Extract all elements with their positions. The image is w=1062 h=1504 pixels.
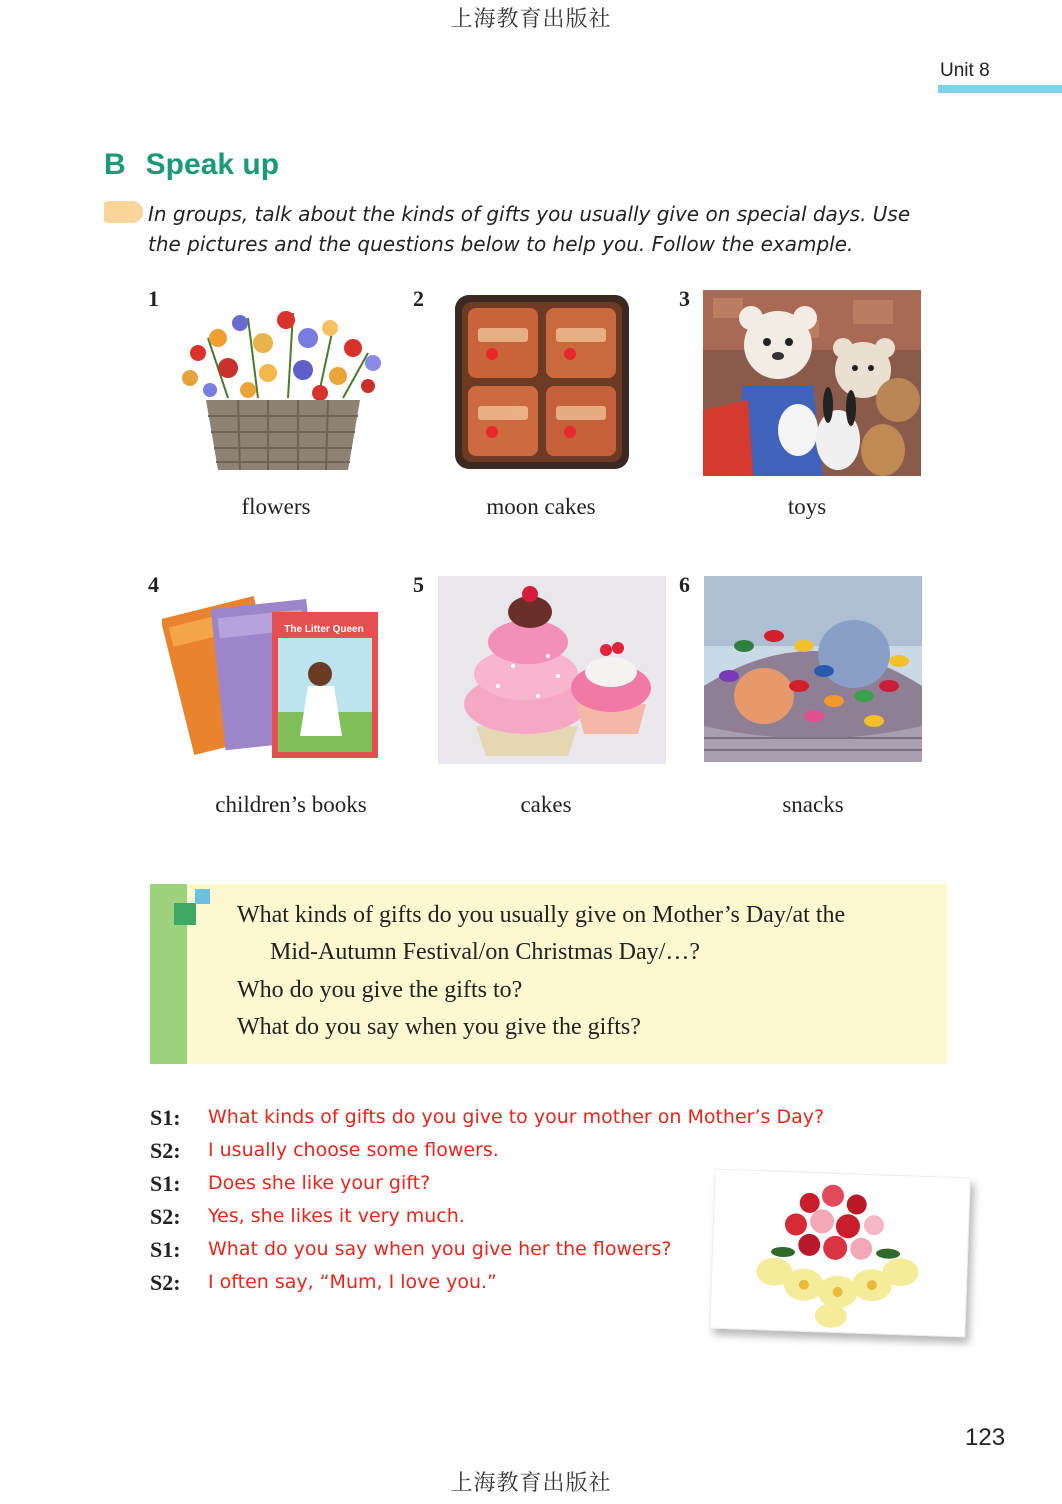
instructions: In groups, talk about the kinds of gifts you usually give on special days. Use the pictures and the questions below to help you. Follow the example.: [148, 202, 911, 256]
question-2: Who do you give the gifts to?: [237, 977, 523, 1003]
picture-number-3: 3: [679, 286, 690, 311]
instruction-tab-icon: [104, 201, 143, 223]
decor-square-blue-icon: [195, 889, 210, 904]
question-3: What do you say when you give the gifts?: [237, 1014, 641, 1040]
picture-number-6: 6: [679, 572, 690, 597]
books-icon: [162, 576, 384, 762]
picture-label-2: moon cakes: [486, 494, 596, 519]
publisher-footer: 上海教育出版社: [450, 1471, 612, 1496]
section-heading: Speak up: [145, 148, 280, 181]
question-1-line-2: Mid-Autumn Festival/on Christmas Day/…?: [270, 939, 700, 965]
unit-bar: [938, 85, 1062, 93]
picture-label-3: toys: [787, 494, 827, 519]
picture-number-1: 1: [148, 286, 159, 311]
picture-label-1: flowers: [241, 494, 311, 519]
bouquet-icon: [710, 1170, 971, 1339]
dialogue-speaker: S2:: [150, 1204, 181, 1229]
dialogue-speaker: S1:: [150, 1237, 181, 1262]
publisher-header: 上海教育出版社: [450, 7, 612, 32]
dialogue-speaker: S2:: [150, 1270, 181, 1295]
jelly-beans-basket-icon: [704, 576, 922, 762]
question-1-line-1: What kinds of gifts do you usually give on Mother’s Day/at the: [237, 902, 846, 928]
unit-label: Unit 8: [940, 60, 990, 81]
dialogue-line: I often say, “Mum, I love you.”: [208, 1271, 497, 1293]
dialogue-line: Yes, she likes it very much.: [208, 1205, 465, 1227]
dialogue-line: I usually choose some flowers.: [208, 1139, 499, 1161]
flower-basket-icon: [168, 298, 396, 478]
picture-number-2: 2: [413, 286, 424, 311]
teddy-bears-icon: [703, 290, 921, 476]
decor-square-green-icon: [174, 903, 196, 925]
section-title: [104, 148, 279, 182]
section-letter: B: [104, 148, 126, 181]
dialogue-speaker: S2:: [150, 1138, 181, 1163]
book-cover-title: The Litter Queen: [284, 624, 364, 635]
dialogue-line: What do you say when you give her the flowers?: [208, 1238, 672, 1260]
bouquet-photo: [709, 1169, 970, 1338]
moon-cake-box-icon: [452, 292, 632, 472]
dialogue-speaker: S1:: [150, 1171, 181, 1196]
dialogue-speaker: S1:: [150, 1105, 181, 1130]
cupcakes-icon: [438, 576, 666, 764]
picture-number-4: 4: [148, 572, 159, 597]
dialogue-line: Does she like your gift?: [208, 1172, 431, 1194]
picture-label-6: snacks: [782, 792, 844, 817]
page-number: 123: [965, 1424, 1006, 1451]
dialogue-line: What kinds of gifts do you give to your mother on Mother’s Day?: [208, 1106, 825, 1128]
picture-label-4: children’s books: [215, 792, 367, 817]
picture-label-5: cakes: [520, 792, 572, 817]
picture-number-5: 5: [413, 572, 424, 597]
